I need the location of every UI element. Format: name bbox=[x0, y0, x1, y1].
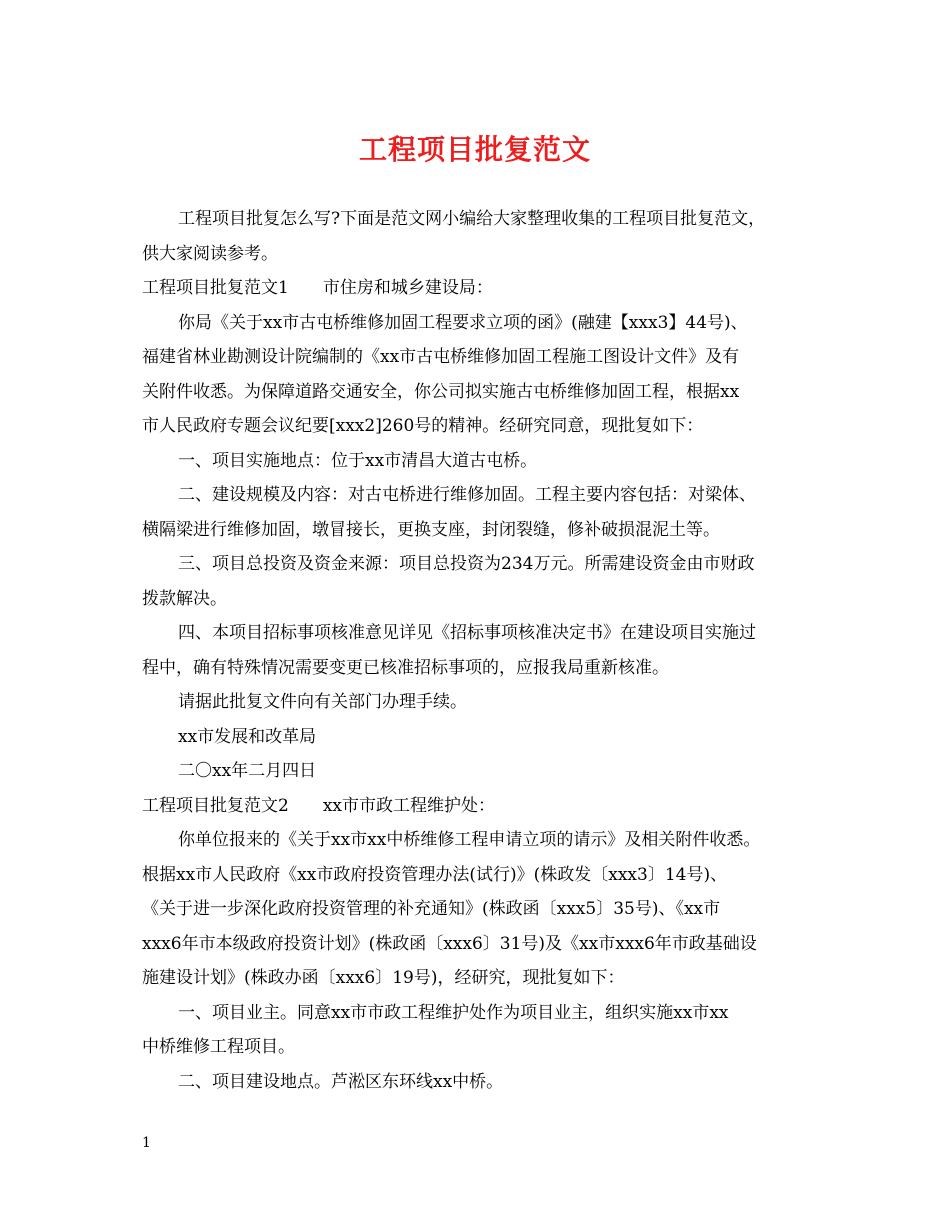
body-line: 你单位报来的《关于xx市xx中桥维修工程申请立项的请示》及相关附件收悉。 bbox=[178, 830, 761, 850]
body-line: 拨款解决。 bbox=[142, 588, 227, 609]
body-line: 关附件收悉。为保障道路交通安全，你公司拟实施古屯桥维修加固工程，根据xx bbox=[142, 381, 740, 402]
body-line: xxx6年市本级政府投资计划》(株政函〔xxx6〕31号)及《xx市xxx6年市政基础设 bbox=[142, 933, 757, 954]
body-line: 根据xx市人民政府《xx市政府投资管理办法(试行)》(株政发〔xxx3〕14号)、 bbox=[142, 864, 728, 885]
document-body bbox=[142, 202, 822, 1099]
body-line: 施建设计划》(株政办函〔xxx6〕19号)，经研究，现批复如下： bbox=[142, 968, 625, 988]
page-number: 1 bbox=[142, 1135, 151, 1151]
body-line: 程中，确有特殊情况需要变更已核准招标事项的，应报我局重新核准。 bbox=[142, 657, 669, 678]
document-title: 工程项目批复范文 bbox=[358, 133, 591, 166]
body-line: 工程项目批复范文2 xx市市政工程维护处： bbox=[142, 795, 495, 816]
body-line: 市人民政府专题会议纪要[xxx2]260号的精神。经研究同意，现批复如下： bbox=[142, 416, 704, 436]
body-line: 福建省林业勘测设计院编制的《xx市古屯桥维修加固工程施工图设计文件》及有 bbox=[142, 347, 740, 367]
body-line: 二、建设规模及内容：对古屯桥进行维修加固。工程主要内容包括：对梁体、 bbox=[178, 485, 756, 505]
body-line: 中桥维修工程项目。 bbox=[142, 1037, 295, 1057]
body-line: 你局《关于xx市古屯桥维修加固工程要求立项的函》(融建【xxx3】44号)、 bbox=[178, 312, 748, 333]
body-line: 三、项目总投资及资金来源：项目总投资为234万元。所需建设资金由市财政 bbox=[178, 554, 755, 574]
body-line: 横隔梁进行维修加固，墩冒接长，更换支座，封闭裂缝，修补破损混泥土等。 bbox=[142, 519, 720, 540]
body-line: 二〇xx年二月四日 bbox=[178, 761, 317, 781]
body-line: 供大家阅读参考。 bbox=[142, 243, 278, 264]
body-line: 四、本项目招标事项核准意见详见《招标事项核准决定书》在建设项目实施过 bbox=[178, 623, 756, 643]
body-line: 《关于进一步深化政府投资管理的补充通知》(株政函〔xxx5〕35号)、《xx市 bbox=[142, 899, 721, 919]
body-line: 一、项目业主。同意xx市市政工程维护处作为项目业主，组织实施xx市xx bbox=[178, 1002, 729, 1023]
body-line: 二、项目建设地点。芦淞区东环线xx中桥。 bbox=[178, 1071, 504, 1092]
body-line: 请据此批复文件向有关部门办理手续。 bbox=[178, 692, 467, 712]
body-line: 一、项目实施地点：位于xx市清昌大道古屯桥。 bbox=[178, 450, 538, 471]
body-line: xx市发展和改革局 bbox=[178, 726, 317, 747]
body-line: 工程项目批复怎么写?下面是范文网小编给大家整理收集的工程项目批复范文， bbox=[178, 209, 766, 229]
body-line: 工程项目批复范文1 市住房和城乡建设局： bbox=[142, 278, 493, 298]
